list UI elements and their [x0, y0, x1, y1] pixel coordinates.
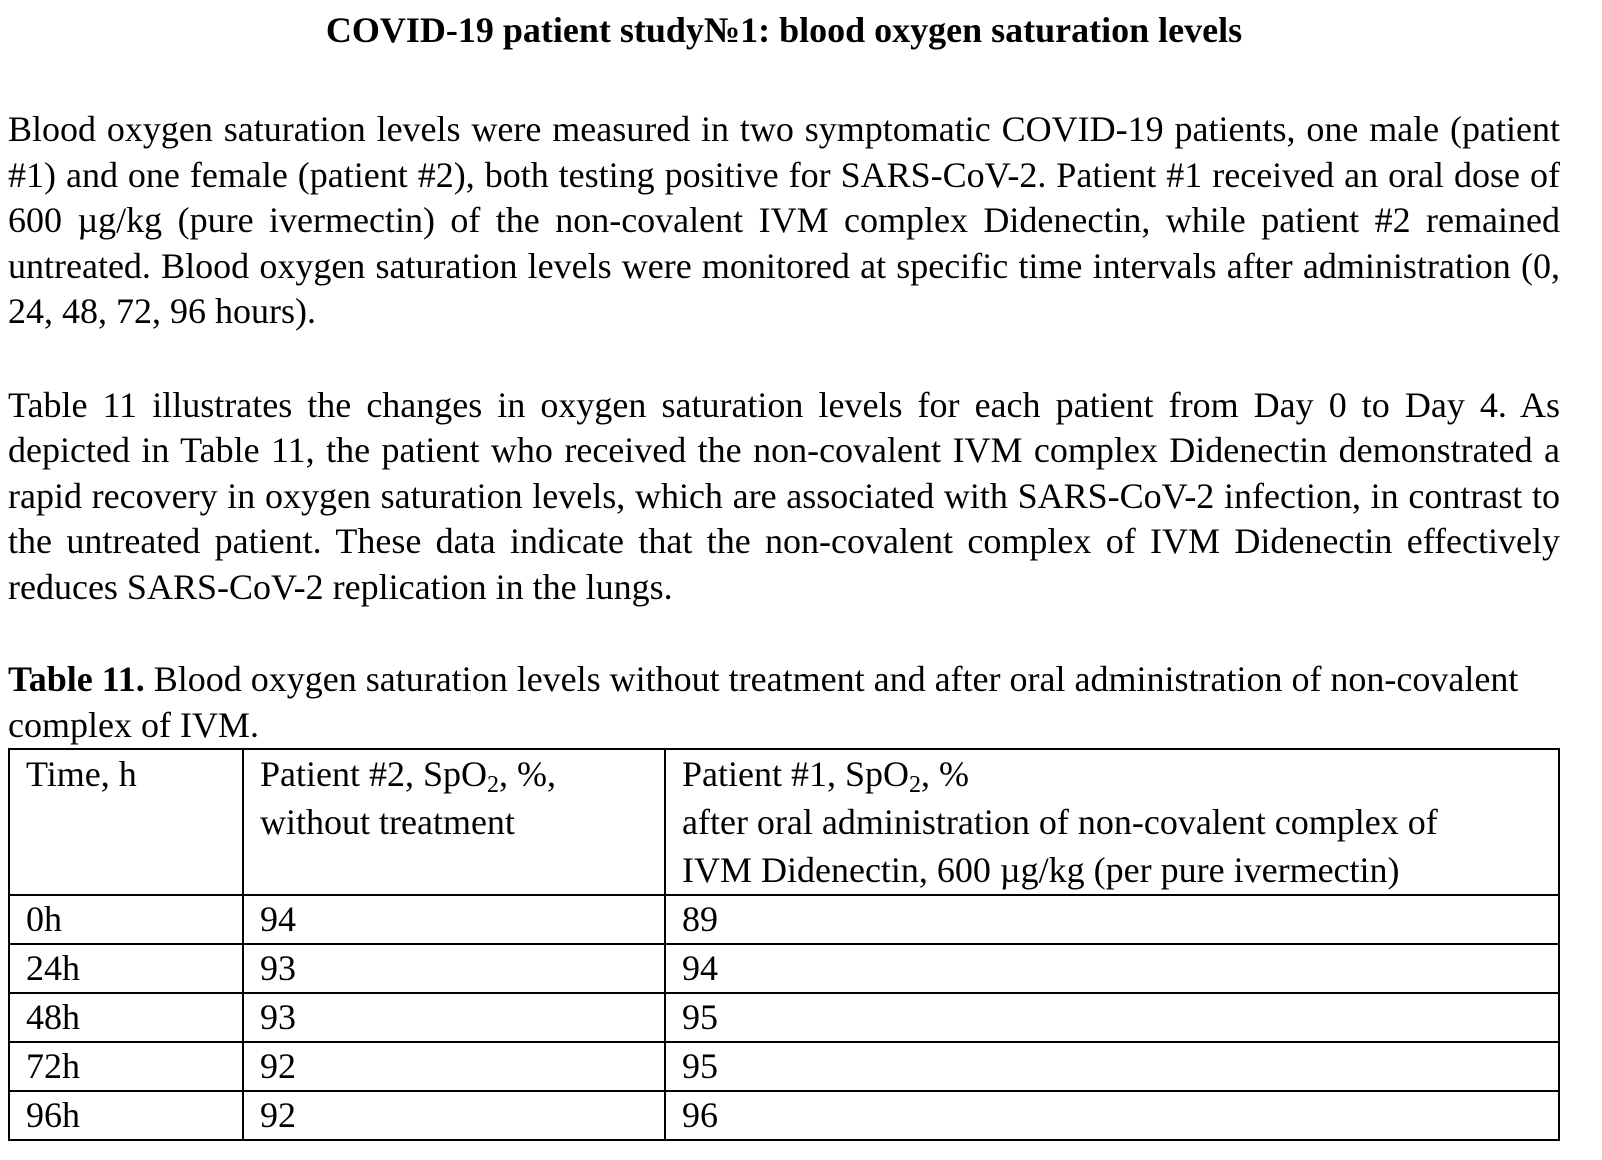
- header-patient-2-subscript: 2: [487, 772, 500, 798]
- cell-patient-2: 92: [243, 1091, 665, 1140]
- header-patient-2-unit: , %,: [499, 754, 557, 794]
- cell-patient-2: 92: [243, 1042, 665, 1091]
- paragraph-study-description: Blood oxygen saturation levels were measured in two symptomatic COVID-19 patients, one male (patient #1) and one female (patient #2), both testing positive for SARS-CoV-2. Patient #1 received an oral dose of 600 µg/kg (pure ivermectin) of the non-covalent IVM complex Didenectin, while patient #2 remained untreated. Blood oxygen saturation levels were monitored at specific time intervals after administration (0, 24, 48, 72, 96 hours).: [8, 109, 1560, 331]
- table-row: [9, 1042, 1559, 1091]
- cell-patient-2: 94: [243, 895, 665, 944]
- header-time-label: Time, h: [26, 754, 137, 794]
- cell-patient-1: 95: [665, 1042, 1559, 1091]
- header-patient-1-label: Patient #1, SpO: [682, 754, 910, 794]
- header-patient-2: [243, 749, 665, 895]
- header-patient-2-note: without treatment: [260, 802, 515, 842]
- table-caption-label: Table 11.: [8, 659, 145, 699]
- cell-patient-2: 93: [243, 993, 665, 1042]
- table-row: [9, 944, 1559, 993]
- header-patient-1-subscript: 2: [909, 772, 922, 798]
- header-patient-2-label: Patient #2, SpO: [260, 754, 488, 794]
- header-time: [9, 749, 243, 895]
- table-caption: [8, 656, 1560, 748]
- cell-time: 24h: [9, 944, 243, 993]
- cell-time: 72h: [9, 1042, 243, 1091]
- cell-patient-1: 96: [665, 1091, 1559, 1140]
- cell-patient-1: 89: [665, 895, 1559, 944]
- document-title: COVID-19 patient study№1: blood oxygen saturation levels: [325, 10, 1243, 50]
- cell-time: 0h: [9, 895, 243, 944]
- table-header-row: [9, 749, 1559, 895]
- paragraph-results-summary: Table 11 illustrates the changes in oxygen saturation levels for each patient from Day 0 to Day 4. As depicted in Table 11, the patient who received the non-covalent IVM complex Didenectin demonstrated a rapid recovery in oxygen saturation levels, which are associated with SARS-CoV-2 infection, in contrast to the untreated patient. These data indicate that the non-covalent complex of IVM Didenectin effectively reduces SARS-CoV-2 replication in the lungs.: [8, 384, 1560, 607]
- header-patient-1: [665, 749, 1559, 895]
- table-row: [9, 895, 1559, 944]
- cell-patient-1: 95: [665, 993, 1559, 1042]
- cell-time: 96h: [9, 1091, 243, 1140]
- header-patient-1-note-1: after oral administration of non-covalent complex of: [682, 802, 1438, 842]
- cell-time: 48h: [9, 993, 243, 1042]
- header-patient-1-unit: , %: [921, 754, 970, 794]
- header-patient-1-note-2: IVM Didenectin, 600 µg/kg (per pure ivermectin): [682, 850, 1400, 890]
- table-row: [9, 1091, 1559, 1140]
- cell-patient-2: 93: [243, 944, 665, 993]
- table-row: [9, 993, 1559, 1042]
- document: [8, 0, 1560, 1141]
- cell-patient-1: 94: [665, 944, 1559, 993]
- spo2-table: [8, 748, 1560, 1141]
- table-caption-text: Blood oxygen saturation levels without treatment and after oral administration of non-covalent complex of IVM.: [8, 659, 1519, 745]
